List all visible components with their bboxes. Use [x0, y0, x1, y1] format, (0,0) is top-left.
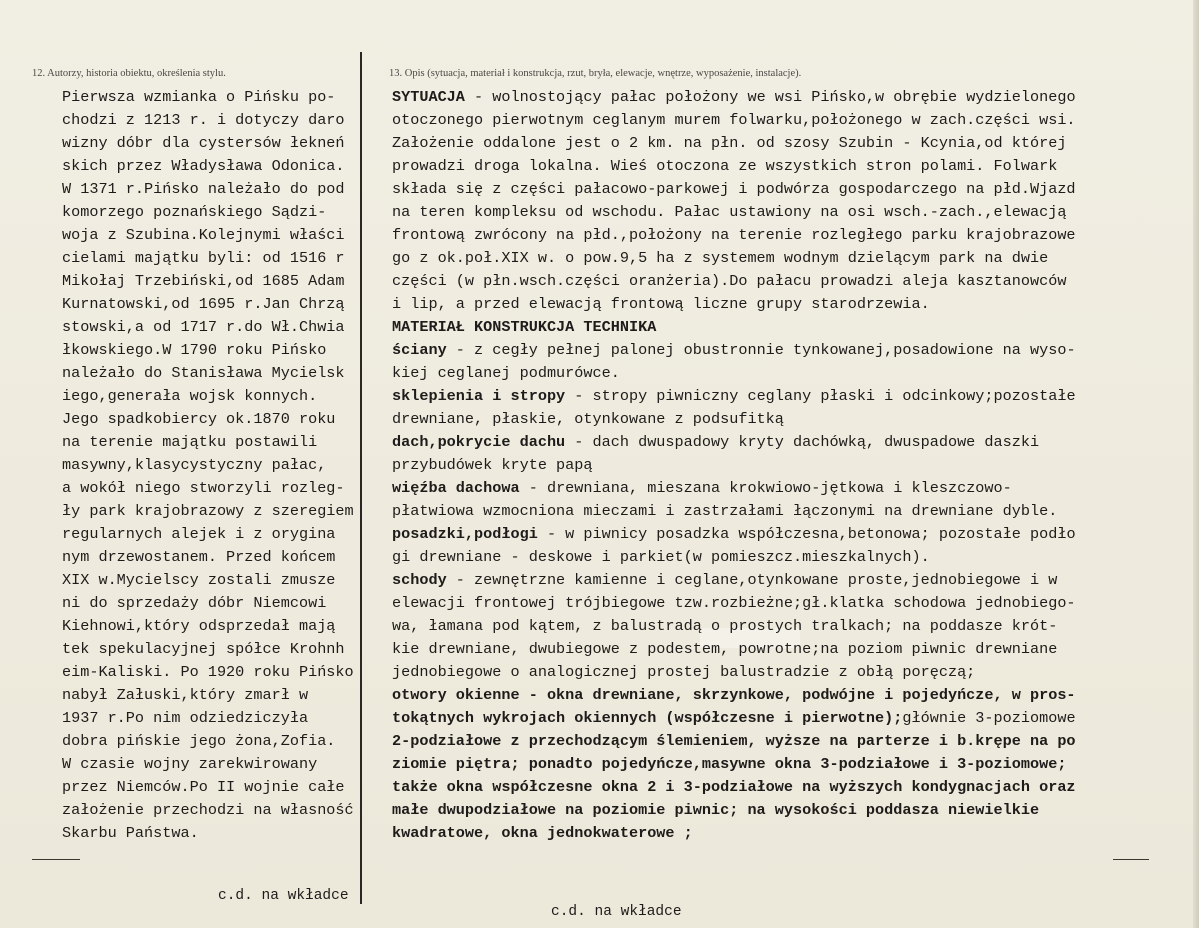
description-body: kie drewniane, dwubiegowe z podestem, powrotne;na poziom piwnic drewniane: [392, 640, 1058, 658]
description-body: - zewnętrzne kamienne i ceglane,otynkowane proste,jednobiegowe i w: [446, 571, 1058, 589]
description-term: także okna współczesne okna 2 i 3-podziałowe na wyższych kondygnacjach oraz: [392, 778, 1076, 796]
description-body: drewniane, płaskie, otynkowane z podsufitką: [392, 410, 784, 428]
description-text-line: [392, 431, 1076, 454]
history-text-line: tek spekulacyjnej spółce Krohnh: [62, 640, 345, 658]
history-text-line: W 1371 r.Pińsko należało do pod: [62, 180, 345, 198]
history-text-line: regularnych alejek i z orygina: [62, 525, 336, 543]
description-text-line: [392, 799, 1076, 822]
history-text-line: należało do Stanisława Mycielsk: [62, 364, 345, 382]
history-text-line: komorzego poznańskiego Sądzi-: [62, 203, 327, 221]
description-text-line: [392, 224, 1076, 247]
description-text-line: [392, 661, 1076, 684]
left-margin-rule: [32, 859, 80, 860]
history-text-line: Kiehnowi,który odsprzedał mają: [62, 617, 336, 635]
description-text-line: [392, 293, 1076, 316]
history-text-line: ły park krajobrazowy z szeregiem: [62, 502, 354, 520]
description-body: - dach dwuspadowy kryty dachówką, dwuspadowe daszki: [565, 433, 1040, 451]
description-body: przybudówek kryte papą: [392, 456, 593, 474]
history-text-line: nym drzewostanem. Przed końcem: [62, 548, 336, 566]
description-text-line: [392, 454, 1076, 477]
left-continuation-note: c.d. na wkładce: [218, 888, 349, 904]
description-body: i lip, a przed elewacją frontową liczne grupy starodrzewia.: [392, 295, 930, 313]
history-text-line: ni do sprzedaży dóbr Niemcowi: [62, 594, 327, 612]
description-text-line: [392, 615, 1076, 638]
description-body: - wolnostojący pałac położony we wsi Pińsko,w obrębie wydzielonego: [464, 88, 1076, 106]
history-text-line: wizny dóbr dla cystersów łekneń: [62, 134, 345, 152]
description-text-line: [392, 339, 1076, 362]
description-term: sklepienia i stropy: [392, 387, 566, 405]
description-term: więźba dachowa: [392, 479, 520, 497]
description-body: - w piwnicy posadzka współczesna,betonowa; pozostałe podło: [537, 525, 1076, 543]
description-text-line: [392, 730, 1076, 753]
description-body: Założenie oddalone jest o 2 km. na płn. od szosy Szubin - Kcynia,od której: [392, 134, 1067, 152]
history-text-line: dobra pińskie jego żona,Zofia.: [62, 732, 336, 750]
description-body: części (w płn.wsch.części oranżeria).Do pałacu prowadzi aleja kasztanowców: [392, 272, 1067, 290]
description-body: składa się z części pałacowo-parkowej i podwórza gospodarczego na płd.Wjazd: [392, 180, 1076, 198]
history-text-line: łkowskiego.W 1790 roku Pińsko: [62, 341, 327, 359]
history-text-line: założenie przechodzi na własność: [62, 801, 354, 819]
history-text-line: chodzi z 1213 r. i dotyczy daro: [62, 111, 345, 129]
history-text-line: XIX w.Mycielscy zostali zmusze: [62, 571, 336, 589]
history-text-line: masywny,klasycystyczny pałac,: [62, 456, 327, 474]
description-text-line: [392, 408, 1076, 431]
description-body: gi drewniane - deskowe i parkiet(w pomieszcz.mieszkalnych).: [392, 548, 930, 566]
description-text-line: [392, 707, 1076, 730]
history-text-column: [62, 86, 354, 845]
right-margin-rule: [1113, 859, 1149, 860]
description-body: - z cegły pełnej palonej obustronnie tynkowanej,posadowione na wyso-: [446, 341, 1076, 359]
description-term: ściany: [392, 341, 447, 359]
right-continuation-note: c.d. na wkładce: [551, 904, 682, 920]
description-term: MATERIAŁ KONSTRUKCJA TECHNIKA: [392, 318, 657, 336]
description-text-line: [392, 270, 1076, 293]
description-text-line: [392, 385, 1076, 408]
description-body: prowadzi droga lokalna. Wieś otoczona ze wszystkich stron polami. Folwark: [392, 157, 1058, 175]
description-text-line: [392, 546, 1076, 569]
description-term: małe dwupodziałowe na poziomie piwnic; na wysokości poddasza niewielkie: [392, 801, 1040, 819]
description-body: głównie 3-poziomowe: [902, 709, 1076, 727]
description-body: go z ok.poł.XIX w. o pow.9,5 ha z systemem wodnym dzielącym park na dwie: [392, 249, 1049, 267]
description-text-line: [392, 132, 1076, 155]
description-body: kiej ceglanej podmurówce.: [392, 364, 620, 382]
description-text-line: [392, 86, 1076, 109]
description-text-line: [392, 201, 1076, 224]
description-text-line: [392, 592, 1076, 615]
history-text-line: nabył Załuski,który zmarł w: [62, 686, 309, 704]
description-text-line: [392, 822, 1076, 845]
description-body: otoczonego pierwotnym ceglanym murem folwarku,położonego w zach.części wsi.: [392, 111, 1076, 129]
description-text-line: [392, 178, 1076, 201]
history-text-line: Kurnatowski,od 1695 r.Jan Chrzą: [62, 295, 345, 313]
description-term: schody: [392, 571, 447, 589]
description-text-line: [392, 316, 1076, 339]
history-text-line: Skarbu Państwa.: [62, 824, 199, 842]
history-text-line: Jego spadkobiercy ok.1870 roku: [62, 410, 336, 428]
description-text-line: [392, 500, 1076, 523]
description-term: posadzki,podłogi: [392, 525, 538, 543]
description-text-line: [392, 523, 1076, 546]
description-body: wa, łamana pod kątem, z balustradą o prostych tralkach; na poddasze krót-: [392, 617, 1058, 635]
history-text-line: na terenie majątku postawili: [62, 433, 318, 451]
description-body: elewacji frontowej trójbiegowe tzw.rozbieżne;gł.klatka schodowa jednobiego-: [392, 594, 1076, 612]
history-text-line: W czasie wojny zarekwirowany: [62, 755, 318, 773]
description-term: ziomie piętra; ponadto pojedyńcze,masywne okna 3-podziałowe i 3-poziomowe;: [392, 755, 1067, 773]
description-body: - drewniana, mieszana krokwiowo-jętkowa i kleszczowo-: [519, 479, 1012, 497]
section-12-header: 12. Autorzy, historia obiektu, określenia stylu.: [32, 68, 226, 79]
description-body: frontową zwrócony na płd.,położony na terenie rozległego parku krajobrazowe: [392, 226, 1076, 244]
history-text-line: eim-Kaliski. Po 1920 roku Pińsko: [62, 663, 354, 681]
history-text-line: Pierwsza wzmianka o Pińsku po-: [62, 88, 336, 106]
description-text-line: [392, 569, 1076, 592]
description-term: otwory okienne - okna drewniane, skrzynkowe, podwójne i pojedyńcze, w pros-: [392, 686, 1076, 704]
history-text-line: a wokół niego stworzyli rozleg-: [62, 479, 345, 497]
description-text-line: [392, 155, 1076, 178]
description-text-column: [392, 86, 1076, 845]
description-text-line: [392, 684, 1076, 707]
history-text-line: cielami majątku byli: od 1516 r: [62, 249, 345, 267]
description-body: na teren kompleksu od wschodu. Pałac ustawiony na osi wsch.-zach.,elewacją: [392, 203, 1067, 221]
description-term: kwadratowe, okna jednokwaterowe ;: [392, 824, 693, 842]
description-term: dach,pokrycie dachu: [392, 433, 566, 451]
history-text-line: skich przez Władysława Odonica.: [62, 157, 345, 175]
history-text-line: woja z Szubina.Kolejnymi właści: [62, 226, 345, 244]
description-text-line: [392, 247, 1076, 270]
column-divider: [360, 52, 362, 904]
description-body: jednobiegowe o analogicznej prostej balustradzie z obłą poręczą;: [392, 663, 976, 681]
history-text-line: stowski,a od 1717 r.do Wł.Chwia: [62, 318, 345, 336]
description-text-line: [392, 362, 1076, 385]
description-term: tokątnych wykrojach okiennych (współczesne i pierwotne);: [392, 709, 903, 727]
description-text-line: [392, 638, 1076, 661]
section-13-header: 13. Opis (sytuacja, materiał i konstrukcja, rzut, bryła, elewacje, wnętrze, wyposażenie, instalacje).: [389, 68, 802, 79]
description-body: - stropy piwniczny ceglany płaski i odcinkowy;pozostałe: [565, 387, 1076, 405]
history-text-line: iego,generała wojsk konnych.: [62, 387, 318, 405]
description-text-line: [392, 776, 1076, 799]
paper-edge: [1193, 0, 1199, 928]
description-term: 2-podziałowe z przechodzącym ślemieniem, wyższe na parterze i b.krępe na po: [392, 732, 1076, 750]
description-term: SYTUACJA: [392, 88, 465, 106]
description-body: płatwiowa wzmocniona mieczami i zastrzałami łączonymi na drewniane dyble.: [392, 502, 1058, 520]
description-text-line: [392, 477, 1076, 500]
history-text-line: 1937 r.Po nim odziedziczyła: [62, 709, 309, 727]
description-text-line: [392, 109, 1076, 132]
history-text-line: przez Niemców.Po II wojnie całe: [62, 778, 345, 796]
history-text-line: Mikołaj Trzebiński,od 1685 Adam: [62, 272, 345, 290]
description-text-line: [392, 753, 1076, 776]
